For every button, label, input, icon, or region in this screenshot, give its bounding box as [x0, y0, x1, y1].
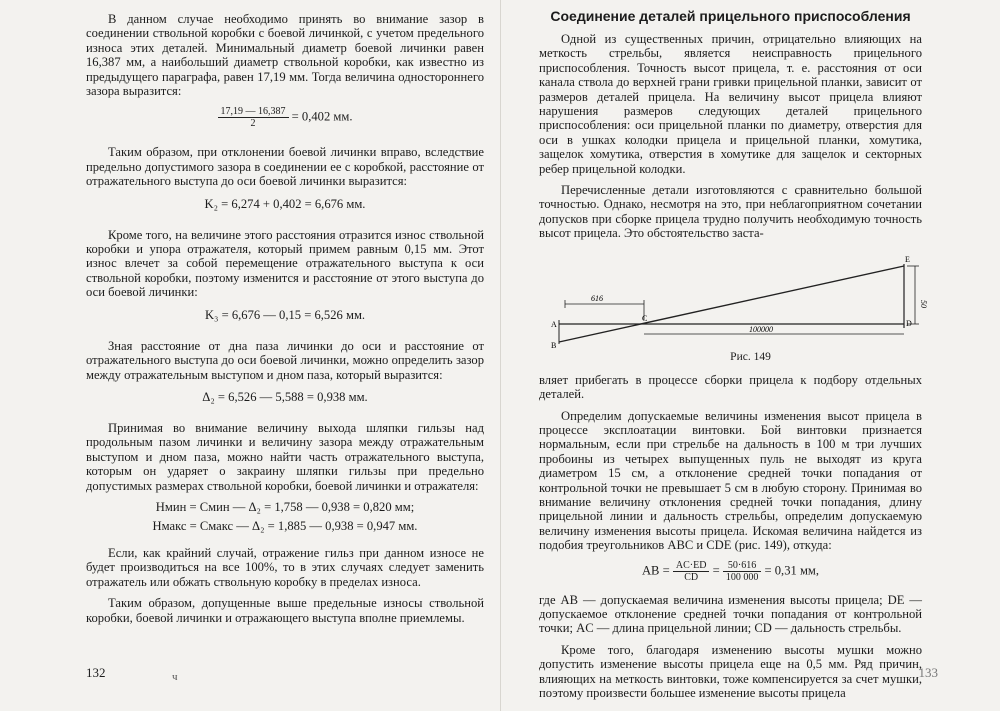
left-paragraph-4: Зная расстояние от дна паза личинки до оси и расстояние от отражательного выступа до оси боевой личинки, можно определить зазор между отражательным выступом и дном паза, который выразится: [86, 338, 484, 382]
right-paragraph-5: где AB — допускаемая величина изменения высоты прицела; DE — допускаемое отклонение средней точки попадания от контрольной точки; AC — длина прицельной линии; CD — дальность стрельбы. [539, 592, 922, 636]
right-page [500, 0, 1000, 711]
right-paragraph-6: Кроме того, благодаря изменению высоты мушки можно допустить изменение высоты прицела еще на 0,5 мм. Ряд причин, влияющих на меткость винтовки, тоже компенсируется за счет мушки, поэтому произвести большее изменение высоты прицела [539, 642, 922, 700]
figure-149 [539, 248, 928, 353]
ab-fraction-symbolic-denominator: CD [684, 571, 699, 583]
gap-fraction-numerator: 17,19 — 16,387 [218, 106, 289, 118]
equals-sign: = [712, 562, 720, 577]
formula-k2: K₂ = 6,274 + 0,402 = 6,676 мм. [204, 196, 366, 211]
label-c: C [642, 313, 648, 323]
ab-fraction-symbolic [673, 560, 710, 583]
label-e: E [905, 254, 910, 264]
left-paragraph-3: Кроме того, на величине этого расстояния отразится износ ствольной коробки и упора отражателя, который примем равным 0,15 мм. Этот износ влечет за собой перемещение отражательного выступа к оси ствольной коробки, поэтому изменится и расстояние от этого выступа до оси боевой личинки: [86, 227, 484, 300]
ab-fraction-symbolic-numerator: AC·ED [673, 560, 710, 572]
ab-fraction-numeric-denominator: 100 000 [725, 571, 759, 583]
gap-formula-result: = 0,402 мм. [291, 109, 353, 124]
gap-formula [86, 106, 484, 129]
formula-k3: K₃ = 6,676 — 0,15 = 6,526 мм. [204, 307, 366, 322]
gap-fraction [218, 106, 289, 129]
right-paragraph-4: Определим допускаемые величины изменения высот прицела в процессе эксплоатации винтовки. Бой винтовки признается нормальным, если при стрельбе на дальность в 100 м три лучших пробоины из четырех выпущенных пуль не выходят из круга диаметром 15 см, а отклонение средней точки попадания от контрольной точки не превышает 5 см в любую сторону. Принимая во внимание величину отклонения средней точки попадания, длину прицельной линии и дальность стрельбы, определим допускаемую величину изменения высоты прицела. Искомая величина найдется из подобия треугольников ABC и CDE (рис. 149), откуда: [539, 408, 922, 553]
gap-fraction-denominator: 2 [250, 118, 256, 130]
right-paragraph-3: вляет прибегать в процессе сборки прицела к подбору отдельных деталей. [539, 372, 922, 402]
ab-fraction-numeric-numerator: 50·616 [723, 560, 762, 572]
left-paragraph-5: Принимая во внимание величину выхода шляпки гильзы над продольным пазом личинки и величину зазора между отражательным выступом и дном паза, можно найти часть отражательного выступа, которым он ударяет о закраину шляпки гильзы при предельно допустимых размерах ствольной коробки, боевой личинки и отражателя: [86, 420, 484, 493]
ab-formula-result: = 0,31 мм, [764, 562, 820, 577]
page-number-left: 132 [86, 665, 106, 680]
stray-mark: ч [172, 671, 178, 683]
triangle-diagram [539, 248, 928, 353]
label-a: A [551, 319, 557, 329]
figure-caption: Рис. 149 [730, 350, 771, 363]
label-b: B [551, 340, 557, 350]
right-paragraph-2: Перечисленные детали изготовляются с сравнительно большой точностью. Однако, несмотря на это, при неблагоприятном сочетании допусков при сборке прицела трудно получить необходимую точность высот прицела. Это обстоятельство заста- [539, 183, 922, 241]
left-paragraph-2: Таким образом, при отклонении боевой личинки вправо, вследствие предельно допустимого зазора в соединении ее с коробкой, расстояние от отражательного выступа до оси боевой личинки выразится: [86, 145, 484, 189]
ab-formula [539, 560, 922, 583]
ab-fraction-numeric [723, 560, 762, 583]
formula-delta2: Δ₂ = 6,526 — 5,588 = 0,938 мм. [202, 389, 368, 404]
formula-hmin: Hмин = Cмин — Δ₂ = 1,758 — 0,938 = 0,820 мм; [155, 499, 415, 514]
right-paragraph-1: Одной из существенных причин, отрицательно влияющих на меткость стрельбы, является неисправность прицельного приспособления. Точность высот прицела, т. е. расстояния от оси канала ствола до верхней грани гривки прицельной планки, зависит от размеров деталей прицела. На величину высот прицела влияют нарушения размеров следующих деталей прицельного приспособления: оси прицельной планки по диаметру, отверстия для оси в ушках колодки прицела и прицельной планки, хомутика, защелок хомутика, отверстия в хомутике для защелок и секторных ребер прицельной колодки. [539, 32, 922, 176]
ab-formula-lhs: AB = [641, 562, 670, 577]
left-paragraph-7: Таким образом, допущенные выше предельные износы ствольной коробки, боевой личинки и отражающего выступа вполне приемлемы. [86, 596, 484, 625]
label-d: D [906, 318, 912, 328]
dimension-100000: 100000 [749, 324, 773, 334]
section-heading: Соединение деталей прицельного приспособления [550, 8, 911, 24]
formula-hmax: Hмакс = Cмакс — Δ₂ = 1,885 — 0,938 = 0,947 мм. [152, 518, 418, 533]
left-paragraph-6: Если, как крайний случай, отражение гильз при данном износе не будет производиться на все 100%, то в этих случаях следует заменить отражатель или обжать ствольную коробку в пределах износа. [86, 545, 484, 589]
dimension-616: 616 [591, 293, 603, 303]
dimension-50: 50 [919, 299, 928, 308]
page-number-right: 133 [918, 665, 938, 680]
left-paragraph-1: В данном случае необходимо принять во внимание зазор в соединении ствольной коробки с боевой личинкой, с учетом предельного износа этих деталей. Минимальный диаметр боевой личинки равен 16,387 мм, а наибольший диаметр ствольной коробки, как известно из предыдущего параграфа, равен 17,19 мм. Тогда величина одностороннего зазора выразится: [86, 12, 484, 99]
